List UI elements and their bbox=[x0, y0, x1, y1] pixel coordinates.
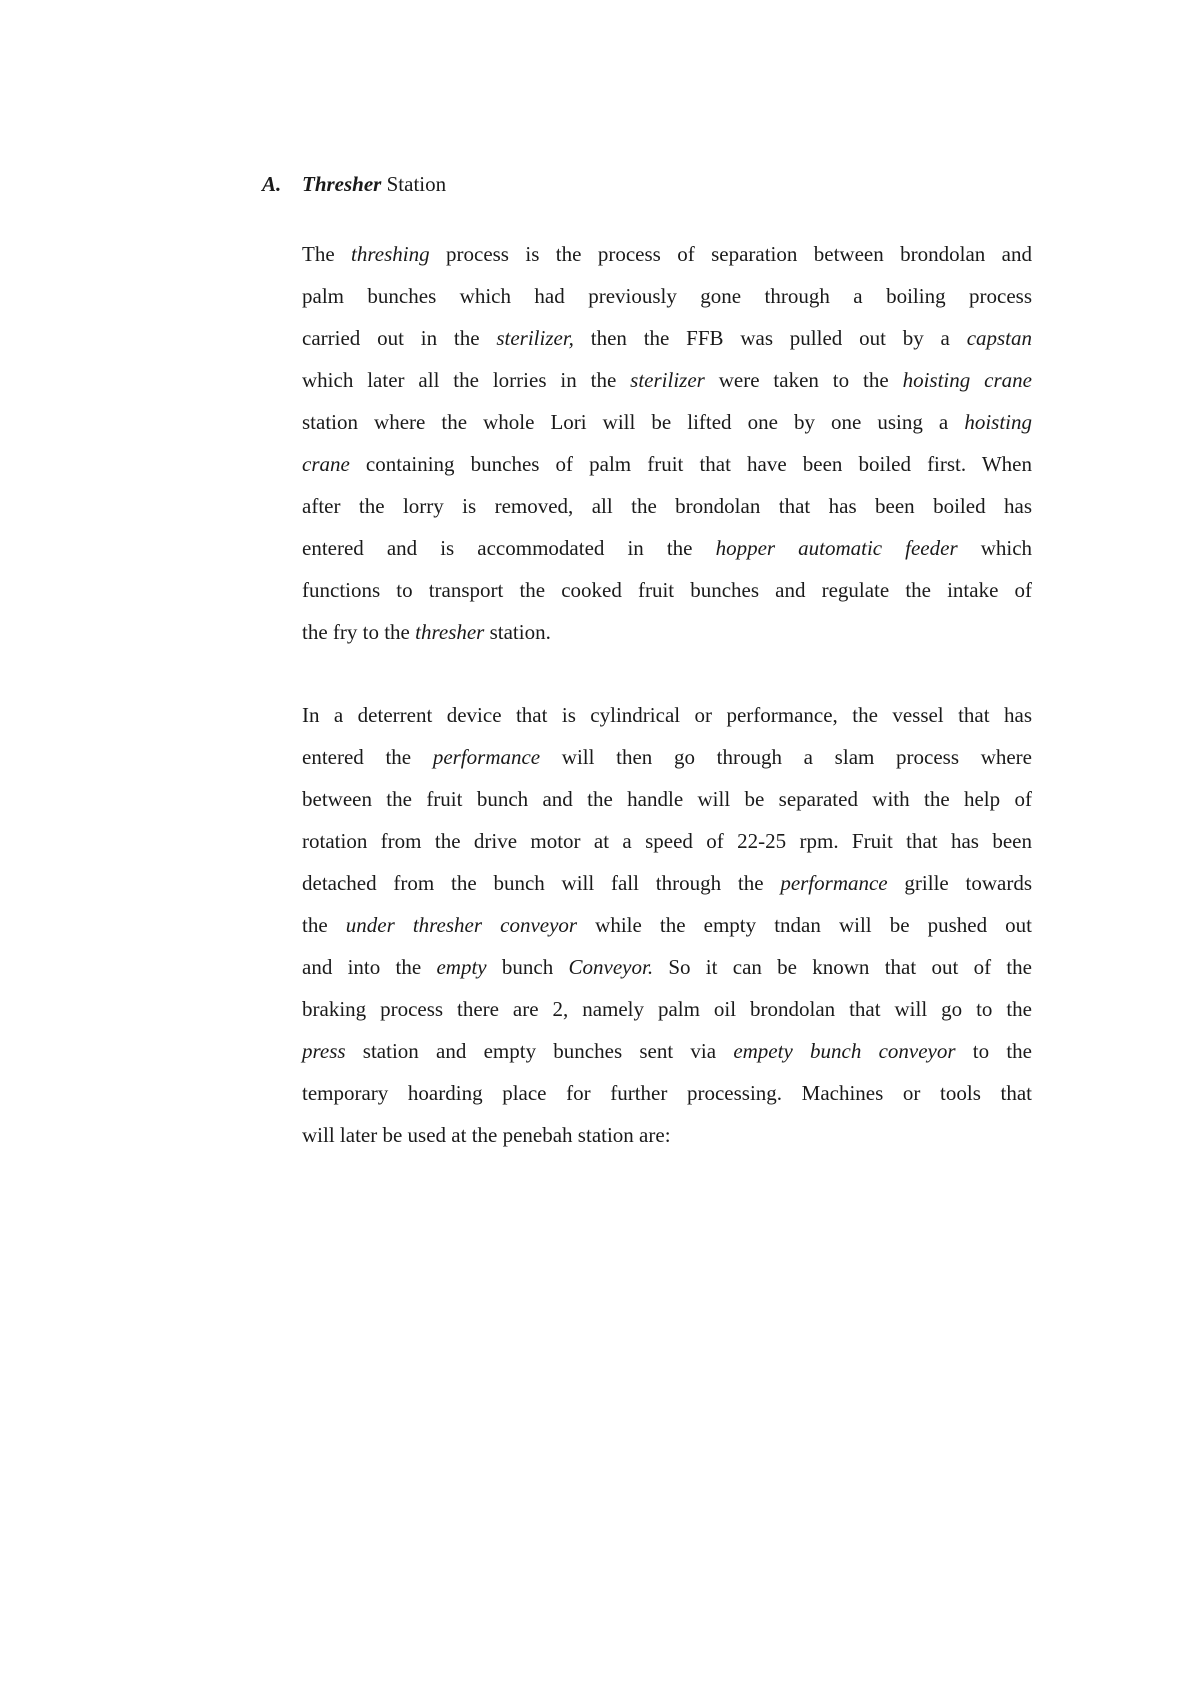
text-run: carried out in the bbox=[302, 326, 497, 350]
text-run: the fry to the bbox=[302, 620, 416, 644]
section-letter: A. bbox=[262, 172, 282, 196]
italic-term: threshing bbox=[351, 242, 430, 266]
paragraph-line bbox=[302, 988, 1032, 1030]
text-run: station and empty bunches sent via bbox=[345, 1039, 734, 1063]
text-run: So it can be known that out of the bbox=[653, 955, 1032, 979]
text-run: which bbox=[957, 536, 1033, 560]
text-run: entered the bbox=[302, 745, 433, 769]
paragraph-line bbox=[302, 904, 1032, 946]
paragraph-2 bbox=[302, 694, 1032, 1156]
text-run: between the fruit bunch and the handle will be separated with the help of bbox=[302, 787, 1032, 811]
paragraph-1 bbox=[302, 233, 1032, 653]
italic-term: press bbox=[302, 1039, 346, 1063]
text-run: The bbox=[302, 242, 352, 266]
italic-term: capstan bbox=[966, 326, 1033, 350]
paragraph-line bbox=[302, 1114, 1032, 1156]
italic-term: crane bbox=[302, 452, 350, 476]
text-run: to the bbox=[955, 1039, 1032, 1063]
text-run: rotation from the drive motor at a speed of 22-25 rpm. Fruit that has been bbox=[302, 829, 1032, 853]
italic-term: sterilizer, bbox=[496, 326, 574, 350]
text-run: bunch bbox=[486, 955, 569, 979]
text-run: and into the bbox=[302, 955, 437, 979]
text-run: containing bunches of palm fruit that have been boiled first. When bbox=[349, 452, 1032, 476]
paragraph-line bbox=[302, 527, 1032, 569]
paragraph-line bbox=[302, 1030, 1032, 1072]
text-run: functions to transport the cooked fruit bunches and regulate the intake of bbox=[302, 578, 1032, 602]
italic-term: performance bbox=[780, 871, 888, 895]
paragraph-line bbox=[302, 569, 1032, 611]
text-run: detached from the bunch will fall through the bbox=[302, 871, 781, 895]
paragraph-line bbox=[302, 946, 1032, 988]
section-title-emphasis: Thresher bbox=[302, 172, 382, 196]
section-title-rest: Station bbox=[386, 172, 447, 196]
italic-term: empty bbox=[436, 955, 487, 979]
paragraph-line bbox=[302, 485, 1032, 527]
paragraph-line bbox=[302, 1072, 1032, 1114]
italic-term: empety bunch conveyor bbox=[733, 1039, 956, 1063]
text-run: after the lorry is removed, all the brondolan that has been boiled has bbox=[302, 494, 1032, 518]
section-heading bbox=[262, 170, 446, 198]
paragraph-line bbox=[302, 317, 1032, 359]
italic-term: sterilizer bbox=[630, 368, 705, 392]
italic-term: under thresher conveyor bbox=[345, 913, 578, 937]
italic-term: performance bbox=[432, 745, 541, 769]
paragraph-line bbox=[302, 778, 1032, 820]
text-run: braking process there are 2, namely palm oil brondolan that will go to the bbox=[302, 997, 1032, 1021]
text-run: which later all the lorries in the bbox=[302, 368, 631, 392]
text-run: while the empty tndan will be pushed out bbox=[577, 913, 1032, 937]
text-run: were taken to the bbox=[704, 368, 903, 392]
italic-term: Conveyor. bbox=[568, 955, 654, 979]
paragraph-line bbox=[302, 820, 1032, 862]
paragraph-line bbox=[302, 443, 1032, 485]
text-run: temporary hoarding place for further processing. Machines or tools that bbox=[302, 1081, 1032, 1105]
paragraph-line bbox=[302, 694, 1032, 736]
paragraph-line bbox=[302, 275, 1032, 317]
text-run: then the FFB was pulled out by a bbox=[573, 326, 967, 350]
paragraph-line bbox=[302, 736, 1032, 778]
text-run: the bbox=[302, 913, 346, 937]
italic-term: hopper automatic feeder bbox=[715, 536, 958, 560]
text-run: process is the process of separation between brondolan and bbox=[429, 242, 1032, 266]
text-run: In a deterrent device that is cylindrical or performance, the vessel that has bbox=[302, 703, 1032, 727]
paragraph-line bbox=[302, 233, 1032, 275]
text-run: station. bbox=[484, 620, 551, 644]
paragraph-line bbox=[302, 359, 1032, 401]
text-run: grille towards bbox=[887, 871, 1032, 895]
paragraph-line bbox=[302, 862, 1032, 904]
text-run: entered and is accommodated in the bbox=[302, 536, 716, 560]
paragraph-line bbox=[302, 611, 1032, 653]
text-run: palm bunches which had previously gone through a boiling process bbox=[302, 284, 1032, 308]
italic-term: thresher bbox=[415, 620, 485, 644]
text-run: will later be used at the penebah station are: bbox=[302, 1123, 671, 1147]
text-run: station where the whole Lori will be lifted one by one using a bbox=[302, 410, 965, 434]
paragraph-line bbox=[302, 401, 1032, 443]
text-run: will then go through a slam process where bbox=[540, 745, 1032, 769]
italic-term: hoisting bbox=[964, 410, 1032, 434]
italic-term: hoisting crane bbox=[902, 368, 1032, 392]
